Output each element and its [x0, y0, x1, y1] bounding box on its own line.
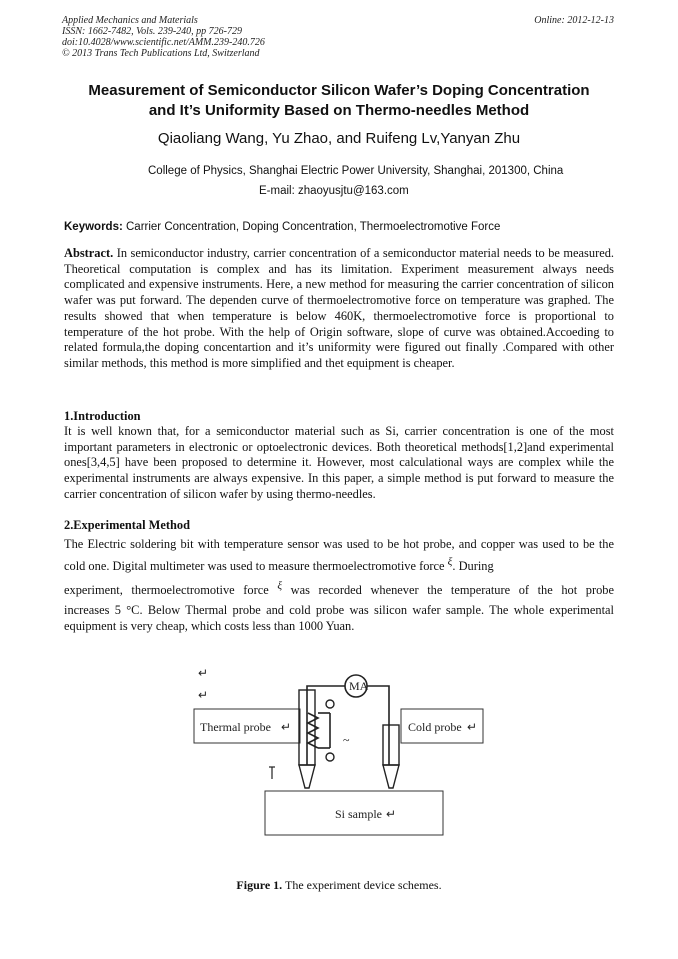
- figure-caption: [40, 878, 638, 893]
- paper-title: [40, 81, 638, 121]
- method-paragraph-part-1: The Electric soldering bit with temperature sensor was used to be hot probe, and copper was used to be the cold one. Digital multimeter was used to measure thermoelectromotive force: [64, 537, 614, 573]
- cold-probe-label: Cold probe: [408, 720, 462, 734]
- ac-source-symbol: ~: [343, 733, 350, 747]
- heater-coil: [308, 713, 318, 748]
- return-mark: ↵: [467, 720, 478, 734]
- experimental-method-text: [64, 533, 614, 634]
- keywords: [64, 221, 500, 233]
- return-mark: ↵: [386, 807, 397, 821]
- authors: Qiaoliang Wang, Yu Zhao, and Ruifeng Lv,Yanyan Zhu: [157, 130, 521, 147]
- terminal-icon: [326, 700, 334, 708]
- abstract-label: Abstract.: [64, 246, 114, 260]
- thermal-probe-label: Thermal probe: [200, 720, 271, 734]
- return-mark: ↵: [198, 688, 209, 702]
- journal-name: Applied Mechanics and Materials: [62, 15, 198, 26]
- method-paragraph-part-3: increases 5 °C. Below Thermal probe and cold probe was silicon wafer sample. The whole experimental equipment is very cheap, which costs less than 1000 Yuan.: [64, 603, 614, 633]
- journal-header: [62, 15, 265, 59]
- terminal-icon: [326, 753, 334, 761]
- thermal-probe-tip: [299, 765, 315, 788]
- keywords-text: Carrier Concentration, Doping Concentration, Thermoelectromotive Force: [126, 221, 501, 233]
- abstract: [64, 246, 614, 372]
- cold-probe-tip: [383, 765, 399, 788]
- keywords-label: Keywords:: [64, 221, 123, 233]
- return-mark: ↵: [198, 666, 209, 680]
- cold-probe-body: [383, 725, 399, 765]
- method-paragraph-part-1-end: . During: [452, 559, 494, 573]
- affiliation: College of Physics, Shanghai Electric Power University, Shanghai, 201300, China: [148, 165, 564, 177]
- section-heading-introduction: 1.Introduction: [64, 409, 141, 423]
- section-heading-experimental-method: 2.Experimental Method: [64, 518, 190, 532]
- figure-caption-text: The experiment device schemes.: [284, 878, 442, 892]
- title-line-2: and It’s Uniformity Based on Thermo-needles Method: [148, 102, 530, 119]
- method-paragraph-part-2: experiment, thermoelectromotive force: [64, 583, 269, 597]
- doi-line: doi:10.4028/www.scientific.net/AMM.239-240.726: [62, 37, 265, 48]
- online-date: Online: 2012-12-13: [534, 15, 614, 26]
- return-mark: ↵: [281, 720, 292, 734]
- xi-symbol-2: ξ: [277, 580, 283, 592]
- xi-symbol: ξ: [447, 556, 453, 568]
- email: E-mail: zhaoyusjtu@163.com: [259, 185, 409, 197]
- issn-line: ISSN: 1662-7482, Vols. 239-240, pp 726-729: [62, 26, 242, 37]
- experiment-device-figure: [180, 655, 500, 845]
- introduction-text: It is well known that, for a semiconductor material such as Si, carrier concentration is one of the most important parameters in electronic or optoelectronic devices. Both theoretical methods[1,2]and experimental ones[3,4,5] have been proposed to determine it. However, most calculational ways are complex while the experimental instruments are always expensive. In this paper, a simple method is put forward to measure the carrier concentration of silicon wafer by using thermo-needles.: [64, 424, 614, 501]
- abstract-text: In semiconductor industry, carrier concentration of a semiconductor material needs to be measured. Theoretical computation is complex and has its limitation. Experiment measurement always needs complicated and expensive instruments. Here, a new method for measuring the carrier concentration of silicon wafer was put forward. The dependen curve of thermoelectromotive force on temperature was graphed. The results showed that when temperature is below 460K, thermoelectromotive force is proportional to temperature of the hot probe. With the help of Origin software, slope of curve was obtained.Accoeding to related formula,the doping concentartion and it’s uniformity were figured out finally .Compared with other similar methods, this method is more simplified and thet equipment is cheaper.: [64, 246, 614, 370]
- method-paragraph-part-2-end: was recorded whenever the temperature of the hot probe: [290, 583, 614, 597]
- title-line-1: Measurement of Semiconductor Silicon Wafer’s Doping Concentration: [88, 82, 590, 99]
- figure-caption-label: Figure 1.: [236, 878, 283, 892]
- si-sample-label: Si sample: [335, 807, 382, 821]
- copyright-line: © 2013 Trans Tech Publications Ltd, Switzerland: [62, 48, 260, 59]
- ammeter-label: MA: [349, 679, 369, 693]
